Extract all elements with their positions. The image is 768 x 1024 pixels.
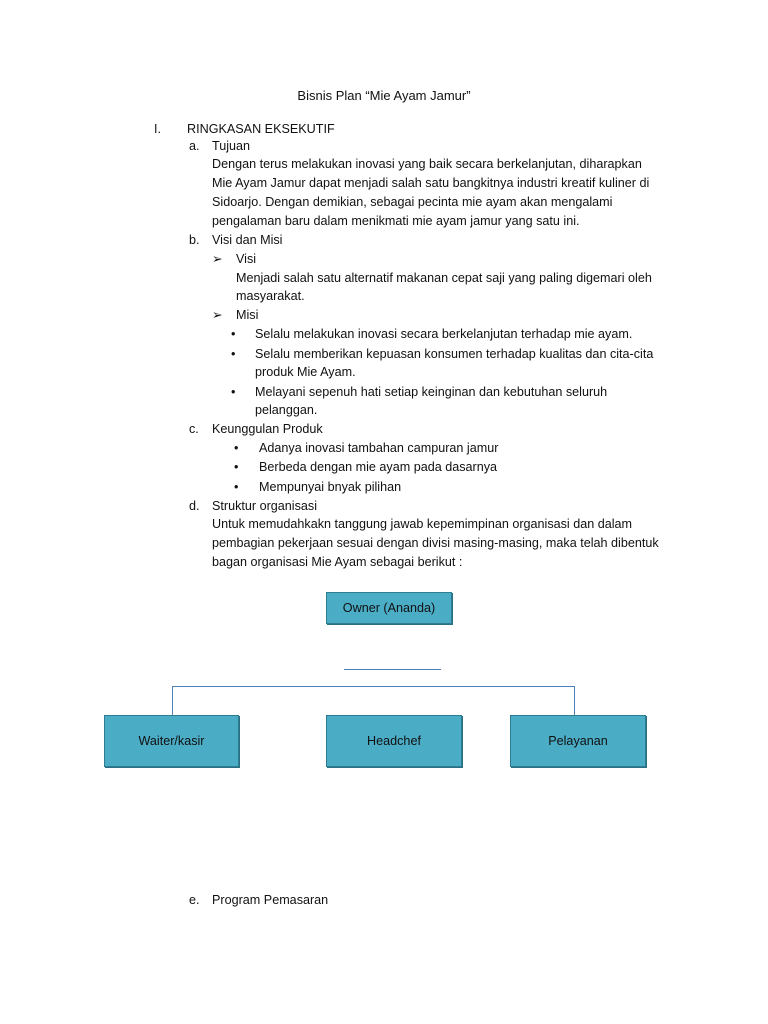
arrow-bullet-icon: ➢ <box>212 308 223 322</box>
org-staff-label: Pelayanan <box>548 734 608 748</box>
list-item: Adanya inovasi tambahan campuran jamur <box>259 441 499 455</box>
org-staff-box-waiter <box>104 715 239 767</box>
item-heading-visi-misi: Visi dan Misi <box>212 233 283 247</box>
org-connector-horizontal <box>172 686 575 687</box>
org-staff-box-pelayanan <box>510 715 646 767</box>
item-heading-keunggulan: Keunggulan Produk <box>212 422 323 436</box>
list-item: Selalu memberikan kepuasan konsumen terhadap kualitas dan cita-cita <box>255 347 654 361</box>
org-owner-label: Owner (Ananda) <box>342 601 436 615</box>
org-staff-label: Headchef <box>367 734 421 748</box>
org-owner-box <box>326 592 452 624</box>
item-marker-b: b. <box>189 233 200 247</box>
subheading-visi: Visi <box>236 252 257 266</box>
arrow-bullet-icon: ➢ <box>212 252 223 266</box>
item-marker-e: e. <box>189 893 200 907</box>
paragraph-line: masyarakat. <box>236 289 305 303</box>
bullet-icon: • <box>231 327 236 341</box>
org-staff-box-headchef <box>326 715 462 767</box>
org-connector-right <box>574 686 575 716</box>
bullet-icon: • <box>234 441 239 455</box>
list-item: Berbeda dengan mie ayam pada dasarnya <box>259 460 498 474</box>
paragraph-line: Menjadi salah satu alternatif makanan cepat saji yang paling digemari oleh <box>236 271 652 285</box>
bullet-icon: • <box>234 460 239 474</box>
org-connector-left <box>172 686 173 716</box>
item-marker-d: d. <box>189 499 200 513</box>
bullet-icon: • <box>231 347 236 361</box>
item-marker-a: a. <box>189 139 200 153</box>
item-heading-struktur: Struktur organisasi <box>212 499 317 513</box>
bullet-icon: • <box>234 480 239 494</box>
bullet-icon: • <box>231 385 236 399</box>
org-connector-stub <box>344 669 441 670</box>
item-heading-program: Program Pemasaran <box>212 893 329 907</box>
page-title: Bisnis Plan “Mie Ayam Jamur” <box>297 88 471 103</box>
list-item: Mempunyai bnyak pilihan <box>259 480 402 494</box>
item-heading-tujuan: Tujuan <box>212 139 251 153</box>
paragraph-line: Sidoarjo. Dengan demikian, sebagai pecinta mie ayam akan mengalami <box>212 195 613 209</box>
list-item: Selalu melakukan inovasi secara berkelanjutan terhadap mie ayam. <box>255 327 633 341</box>
org-staff-label: Waiter/kasir <box>138 734 205 748</box>
list-item-continued: produk Mie Ayam. <box>255 365 356 379</box>
paragraph-line: Untuk memudahkakn tanggung jawab kepemimpinan organisasi dan dalam <box>212 517 633 531</box>
list-item-continued: pelanggan. <box>255 403 318 417</box>
paragraph-line: pengalaman baru dalam menikmati mie ayam jamur yang satu ini. <box>212 214 580 228</box>
paragraph-line: Mie Ayam Jamur dapat menjadi salah satu bangkitnya industri kreatif kuliner di <box>212 176 650 190</box>
list-item: Melayani sepenuh hati setiap keinginan dan kebutuhan seluruh <box>255 385 608 399</box>
item-marker-c: c. <box>189 422 199 436</box>
subheading-misi: Misi <box>236 308 259 322</box>
paragraph-line: pembagian pekerjaan sesuai dengan divisi masing-masing, maka telah dibentuk <box>212 536 659 550</box>
paragraph-line: Dengan terus melakukan inovasi yang baik secara berkelanjutan, diharapkan <box>212 157 642 171</box>
paragraph-line: bagan organisasi Mie Ayam sebagai berikut : <box>212 555 463 569</box>
section-heading: RINGKASAN EKSEKUTIF <box>187 122 335 136</box>
section-marker: I. <box>154 122 161 136</box>
